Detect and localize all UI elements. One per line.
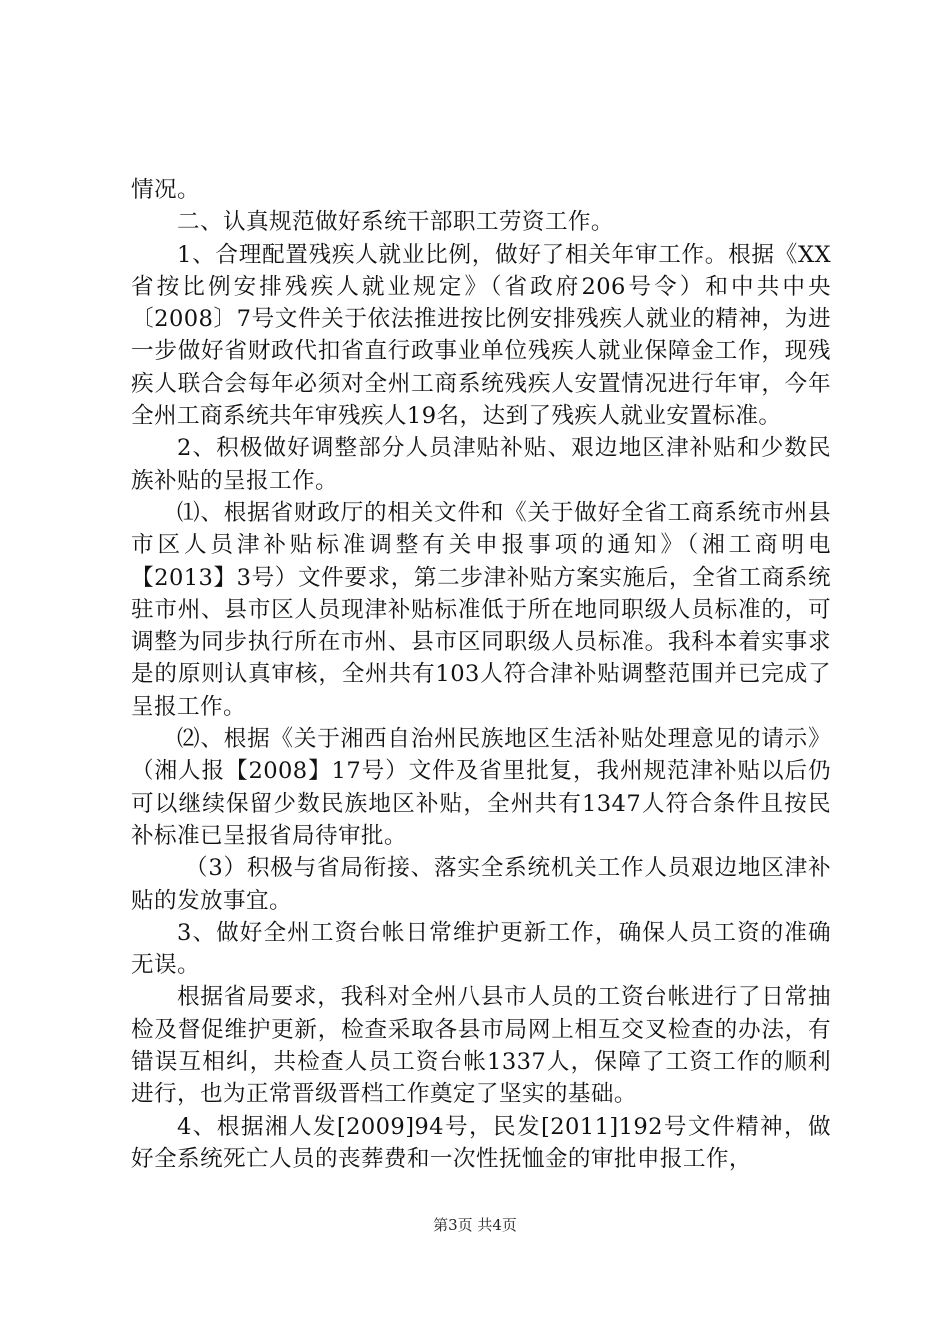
paragraph-subitem-2: ⑵、根据《关于湘西自治州民族地区生活补贴处理意见的请示》（湘人报【2008】17号）文件及省里批复，我州规范津补贴以后仍可以继续保留少数民族地区补贴，全州共有1347人符合条件且按民补标准已呈报省局待审批。 — [131, 726, 831, 849]
paragraph-continuation: 情况。 — [131, 177, 200, 203]
paragraph-item-1: 1、合理配置残疾人就业比例，做好了相关年审工作。根据《XX省按比例安排残疾人就业规定》（省政府206号令）和中共中央〔2008〕7号文件关于依法推进按比例安排残疾人就业的精神，为进一步做好省财政代扣省直行政事业单位残疾人就业保障金工作，现残疾人联合会每年必须对全州工商系统残疾人安置情况进行年审，今年全州工商系统共年审残疾人19名，达到了残疾人就业安置标准。 — [131, 241, 831, 430]
paragraph-subitem-1: ⑴、根据省财政厅的相关文件和《关于做好全省工商系统市州县市区人员津补贴标准调整有关申报事项的通知》（湘工商明电【2013】3号）文件要求，第二步津补贴方案实施后，全省工商系统驻市州、县市区人员现津补贴标准低于所在地同职级人员标准的，可调整为同步执行所在市州、县市区同职级人员标准。我科本着实事求是的原则认真审核，全州共有103人符合津补贴调整范围并已完成了呈报工作。 — [131, 499, 831, 720]
paragraph-item-3-detail: 根据省局要求，我科对全州八县市人员的工资台帐进行了日常抽检及督促维护更新，检查采取各县市局网上相互交叉检查的办法，有错误互相纠，共检查人员工资台帐1337人，保障了工资工作的顺利进行，也为正常晋级晋档工作奠定了坚实的基础。 — [131, 984, 831, 1108]
section-heading-2: 二、认真规范做好系统干部职工劳资工作。 — [177, 209, 614, 236]
paragraph-item-2: 2、积极做好调整部分人员津贴补贴、艰边地区津补贴和少数民族补贴的呈报工作。 — [131, 435, 831, 494]
document-body — [131, 174, 831, 1175]
paragraph-item-3: 3、做好全州工资台帐日常维护更新工作，确保人员工资的准确无误。 — [131, 919, 831, 979]
page-number-footer: 第3页 共4页 — [433, 1216, 517, 1234]
paragraph-item-4: 4、根据湘人发[2009]94号，民发[2011]192号文件精神，做好全系统死亡人员的丧葬费和一次性抚恤金的审批申报工作， — [131, 1113, 831, 1172]
paragraph-subitem-3: （3）积极与省局衔接、落实全系统机关工作人员艰边地区津补贴的发放事宜。 — [131, 855, 831, 914]
